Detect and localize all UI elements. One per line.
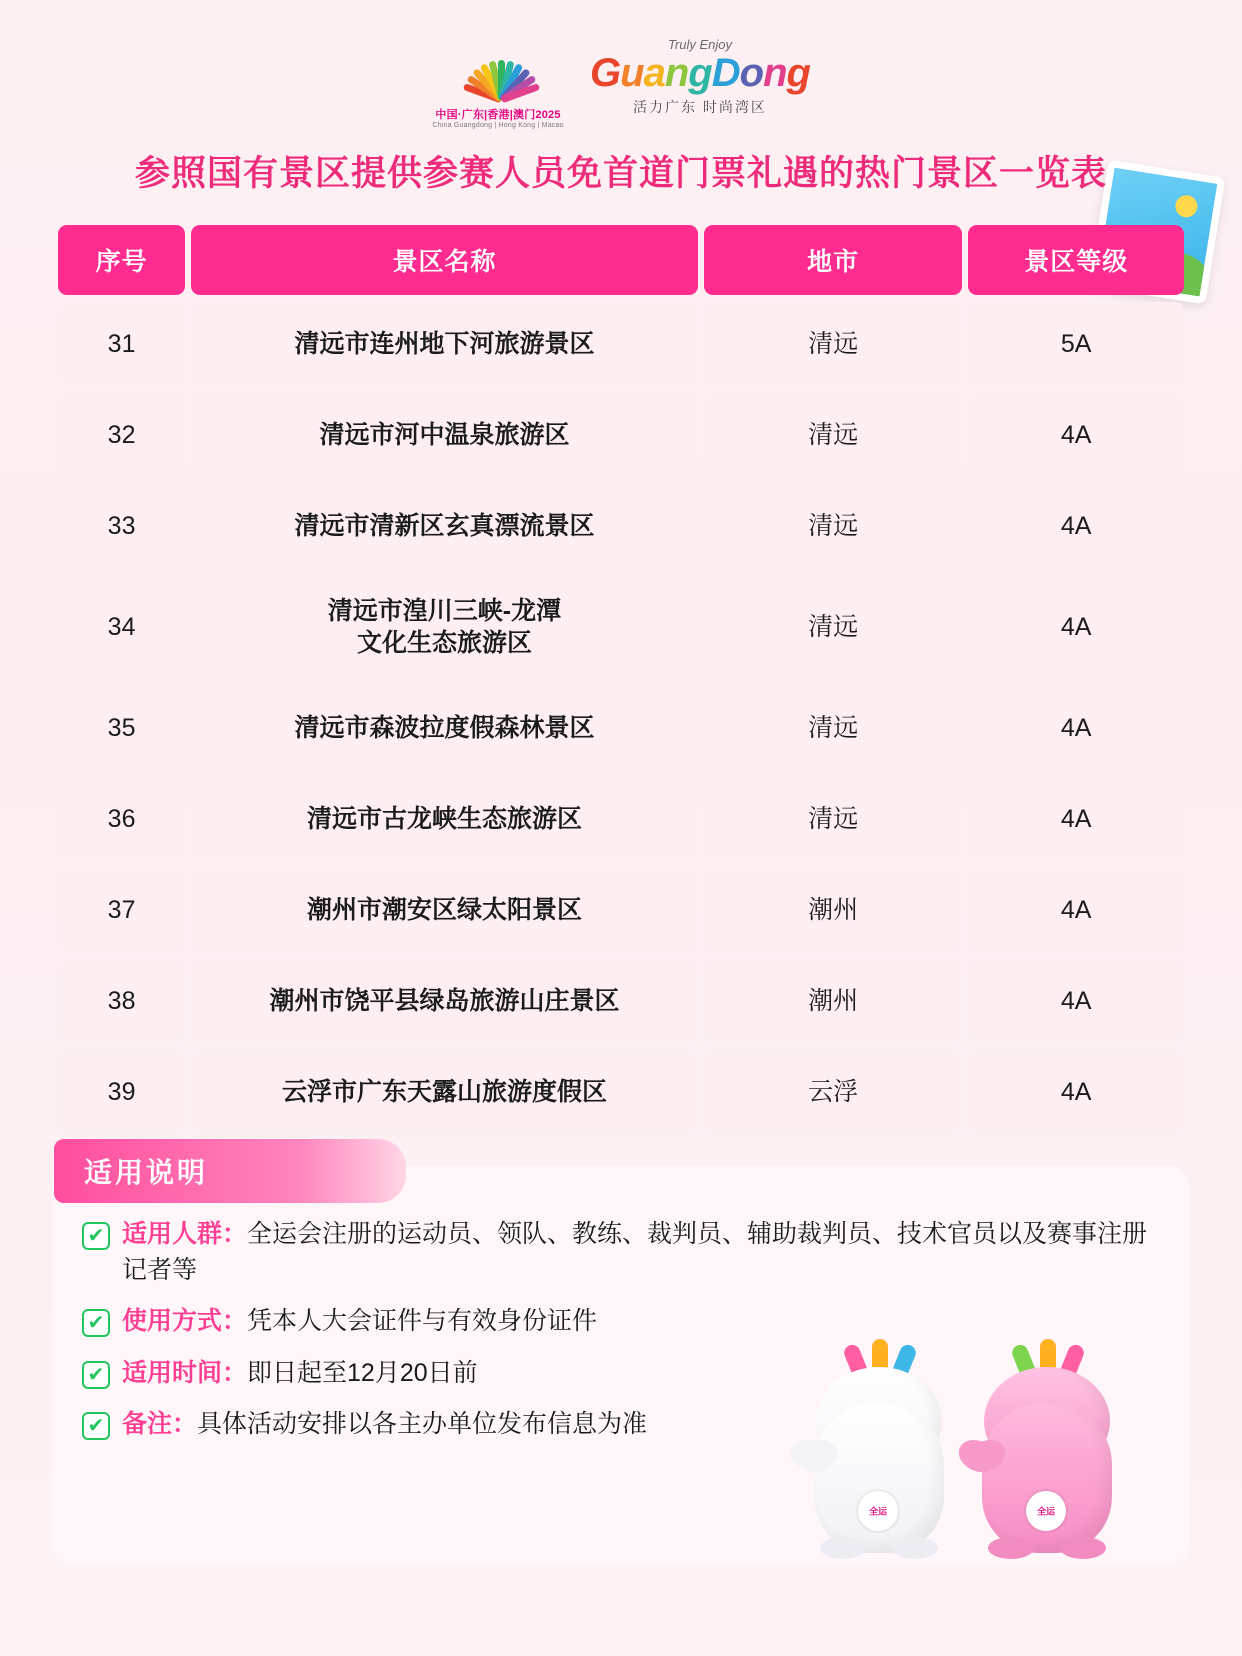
cell-level: 4A: [968, 1050, 1184, 1134]
column-header-name: 景区名称: [191, 225, 698, 295]
cell-scenic-name: 清远市河中温泉旅游区: [191, 393, 698, 477]
column-header-index: 序号: [58, 225, 185, 295]
cell-scenic-name: 云浮市广东天露山旅游度假区: [191, 1050, 698, 1134]
table-row: [58, 959, 1184, 1043]
cell-index: 35: [58, 686, 185, 770]
cell-city: 云浮: [704, 1050, 963, 1134]
note-item: [82, 1217, 1160, 1288]
cell-scenic-name: 潮州市潮安区绿太阳景区: [191, 868, 698, 952]
mascot-logo-text-pink: 全运: [1036, 1506, 1056, 1517]
cell-level: 4A: [968, 959, 1184, 1043]
note-label: 适用时间：: [122, 1358, 248, 1387]
check-icon: ✔: [82, 1361, 110, 1389]
table-header-row: [58, 225, 1184, 295]
cell-level: 4A: [968, 777, 1184, 861]
cell-scenic-name: 清远市森波拉度假森林景区: [191, 686, 698, 770]
table-row: [58, 393, 1184, 477]
note-text: 全运会注册的运动员、领队、教练、裁判员、辅助裁判员、技术官员以及赛事注册记者等: [122, 1220, 1148, 1284]
table-row: [58, 575, 1184, 679]
table-row: [58, 686, 1184, 770]
column-header-city: 地市: [704, 225, 963, 295]
guangdong-tourism-logo: [590, 37, 810, 117]
cell-level: 4A: [968, 575, 1184, 679]
cell-index: 32: [58, 393, 185, 477]
cell-scenic-name: 清远市连州地下河旅游景区: [191, 302, 698, 386]
cell-city: 清远: [704, 777, 963, 861]
cell-scenic-name: 清远市湟川三峡-龙潭 文化生态旅游区: [191, 575, 698, 679]
cell-level: 5A: [968, 302, 1184, 386]
cell-index: 31: [58, 302, 185, 386]
cell-index: 39: [58, 1050, 185, 1134]
page-title: 参照国有景区提供参赛人员免首道门票礼遇的热门景区一览表: [134, 154, 1107, 193]
gd-logo-wordmark: GuangDong: [590, 51, 810, 95]
cell-scenic-name: 清远市清新区玄真漂流景区: [191, 484, 698, 568]
note-label: 备注：: [122, 1410, 198, 1438]
check-icon: ✔: [82, 1309, 110, 1337]
mascot-logo-text-white: 全运: [868, 1506, 888, 1517]
cell-level: 4A: [968, 686, 1184, 770]
cell-index: 33: [58, 484, 185, 568]
table-row: [58, 777, 1184, 861]
check-icon: ✔: [82, 1412, 110, 1440]
cell-index: 38: [58, 959, 185, 1043]
table-row: [58, 868, 1184, 952]
note-label: 使用方式：: [122, 1307, 248, 1335]
cell-level: 4A: [968, 868, 1184, 952]
mascots-decoration: [814, 1293, 1144, 1553]
note-text: 凭本人大会证件与有效身份证件: [247, 1307, 598, 1335]
games-logo-caption: 中国·广东|香港|澳门2025 China Guangdong | Hong Kong | Macao: [432, 108, 564, 129]
cell-index: 34: [58, 575, 185, 679]
note-text: 即日起至12月20日前: [247, 1358, 478, 1387]
table-row: [58, 484, 1184, 568]
cell-city: 潮州: [704, 959, 963, 1043]
gd-logo-subtitle: 活力广东 时尚湾区: [633, 99, 767, 115]
table-row: [58, 1050, 1184, 1134]
cell-index: 36: [58, 777, 185, 861]
scenic-spots-table: [52, 218, 1190, 1141]
cell-level: 4A: [968, 393, 1184, 477]
notes-panel: [52, 1157, 1190, 1565]
scenic-spots-table-container: [0, 218, 1242, 1141]
notes-badge: 适用说明: [54, 1139, 406, 1203]
column-header-level: 景区等级: [968, 225, 1184, 295]
cell-city: 清远: [704, 393, 963, 477]
cell-city: 清远: [704, 686, 963, 770]
table-row: [58, 302, 1184, 386]
cell-level: 4A: [968, 484, 1184, 568]
cell-city: 潮州: [704, 868, 963, 952]
games-burst-icon: [442, 26, 554, 104]
cell-scenic-name: 清远市古龙峡生态旅游区: [191, 777, 698, 861]
cell-city: 清远: [704, 302, 963, 386]
cell-index: 37: [58, 868, 185, 952]
games-logo: [432, 26, 564, 129]
cell-city: 清远: [704, 484, 963, 568]
header: [0, 0, 1242, 140]
note-label: 适用人群：: [122, 1220, 248, 1248]
check-icon: ✔: [82, 1222, 110, 1250]
gd-logo-tagline: Truly Enjoy: [667, 37, 733, 52]
cell-scenic-name: 潮州市饶平县绿岛旅游山庄景区: [191, 959, 698, 1043]
cell-city: 清远: [704, 575, 963, 679]
note-text: 具体活动安排以各主办单位发布信息为准: [197, 1410, 648, 1438]
table-body: [58, 302, 1184, 1134]
